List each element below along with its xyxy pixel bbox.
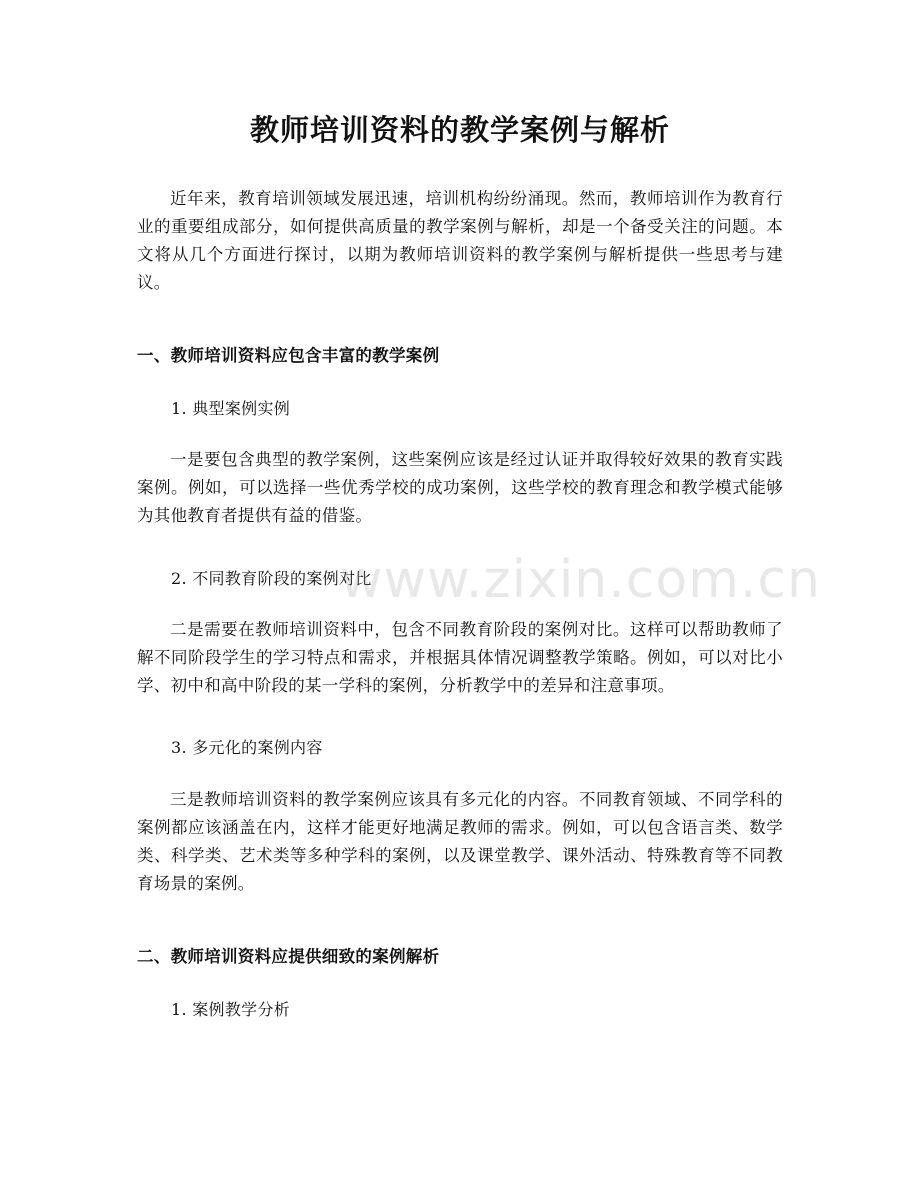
paragraph-1-1: 一是要包含典型的教学案例，这些案例应该是经过认证并取得较好效果的教育实践案例。例如，可以选择一些优秀学校的成功案例，这些学校的教育理念和教学模式能够为其他教育者提供有益的借鉴。 [137, 450, 783, 525]
subheading-2-1: 1. 案例教学分析 [171, 1000, 291, 1019]
document-title: 教师培训资料的教学案例与解析 [249, 113, 670, 147]
subheading-1-2: 2. 不同教育阶段的案例对比 [171, 569, 372, 588]
paragraph-1-2: 二是需要在教师培训资料中，包含不同教育阶段的案例对比。这样可以帮助教师了解不同阶段学生的学习特点和需求，并根据具体情况调整教学策略。例如，可以对比小学、初中和高中阶段的某一学科的案例，分析教学中的差异和注意事项。 [137, 620, 783, 695]
subheading-1-3: 3. 多元化的案例内容 [171, 738, 323, 757]
paragraph-1-3: 三是教师培训资料的教学案例应该具有多元化的内容。不同教育领域、不同学科的案例都应该涵盖在内，这样才能更好地满足教师的需求。例如，可以包含语言类、数学类、科学类、艺术类等多种学科的案例，以及课堂教学、课外活动、特殊教育等不同教育场景的案例。 [137, 790, 783, 893]
section-heading-1: 一、教师培训资料应包含丰富的教学案例 [137, 346, 440, 365]
watermark: www.zixin.com.cn [340, 550, 821, 610]
section-heading-2: 二、教师培训资料应提供细致的案例解析 [137, 947, 440, 966]
intro-paragraph: 近年来，教育培训领域发展迅速，培训机构纷纷涌现。然而，教师培训作为教育行业的重要组成部分，如何提供高质量的教学案例与解析，却是一个备受关注的问题。本文将从几个方面进行探讨，以期为教师培训资料的教学案例与解析提供一些思考与建议。 [137, 189, 783, 292]
subheading-1-1: 1. 典型案例实例 [171, 399, 291, 418]
